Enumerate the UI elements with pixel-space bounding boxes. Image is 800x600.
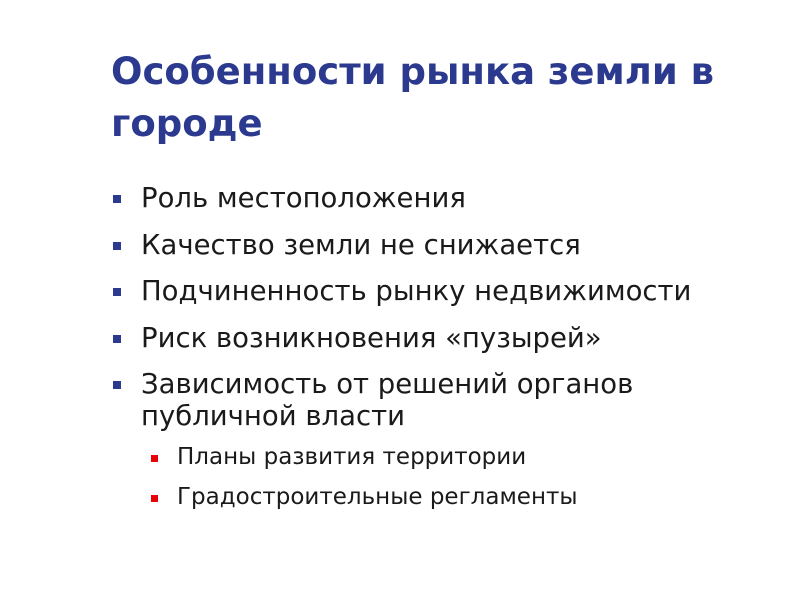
- square-bullet-icon: [113, 242, 121, 250]
- square-bullet-icon: [113, 195, 121, 203]
- subbullet-text: Градостроительные регламенты: [177, 484, 578, 510]
- slide-title: Особенности рынка земли в городе: [111, 50, 715, 145]
- square-bullet-icon: [113, 335, 121, 343]
- bullet-text: Риск возникновения «пузырей»: [141, 321, 602, 354]
- square-subbullet-icon: [151, 495, 158, 502]
- bullet-item: [113, 275, 773, 307]
- bullet-text: Качество земли не снижается: [141, 228, 581, 261]
- subbullet-list: [113, 444, 773, 511]
- subbullet-item: [113, 484, 773, 511]
- subbullet-item: [113, 444, 773, 471]
- square-bullet-icon: [113, 381, 121, 389]
- bullet-text: Подчиненность рынку недвижимости: [141, 275, 692, 307]
- square-bullet-icon: [113, 288, 121, 296]
- bullet-item: [113, 368, 773, 511]
- bullet-item: [113, 229, 773, 261]
- subbullet-text: Планы развития территории: [177, 444, 527, 470]
- bullet-list: [113, 182, 773, 526]
- bullet-item: [113, 322, 773, 354]
- bullet-item: [113, 182, 773, 214]
- bullet-text: Роль местоположения: [141, 182, 466, 214]
- bullet-text: Зависимость от решений органов публичной власти: [141, 368, 634, 432]
- square-subbullet-icon: [151, 455, 158, 462]
